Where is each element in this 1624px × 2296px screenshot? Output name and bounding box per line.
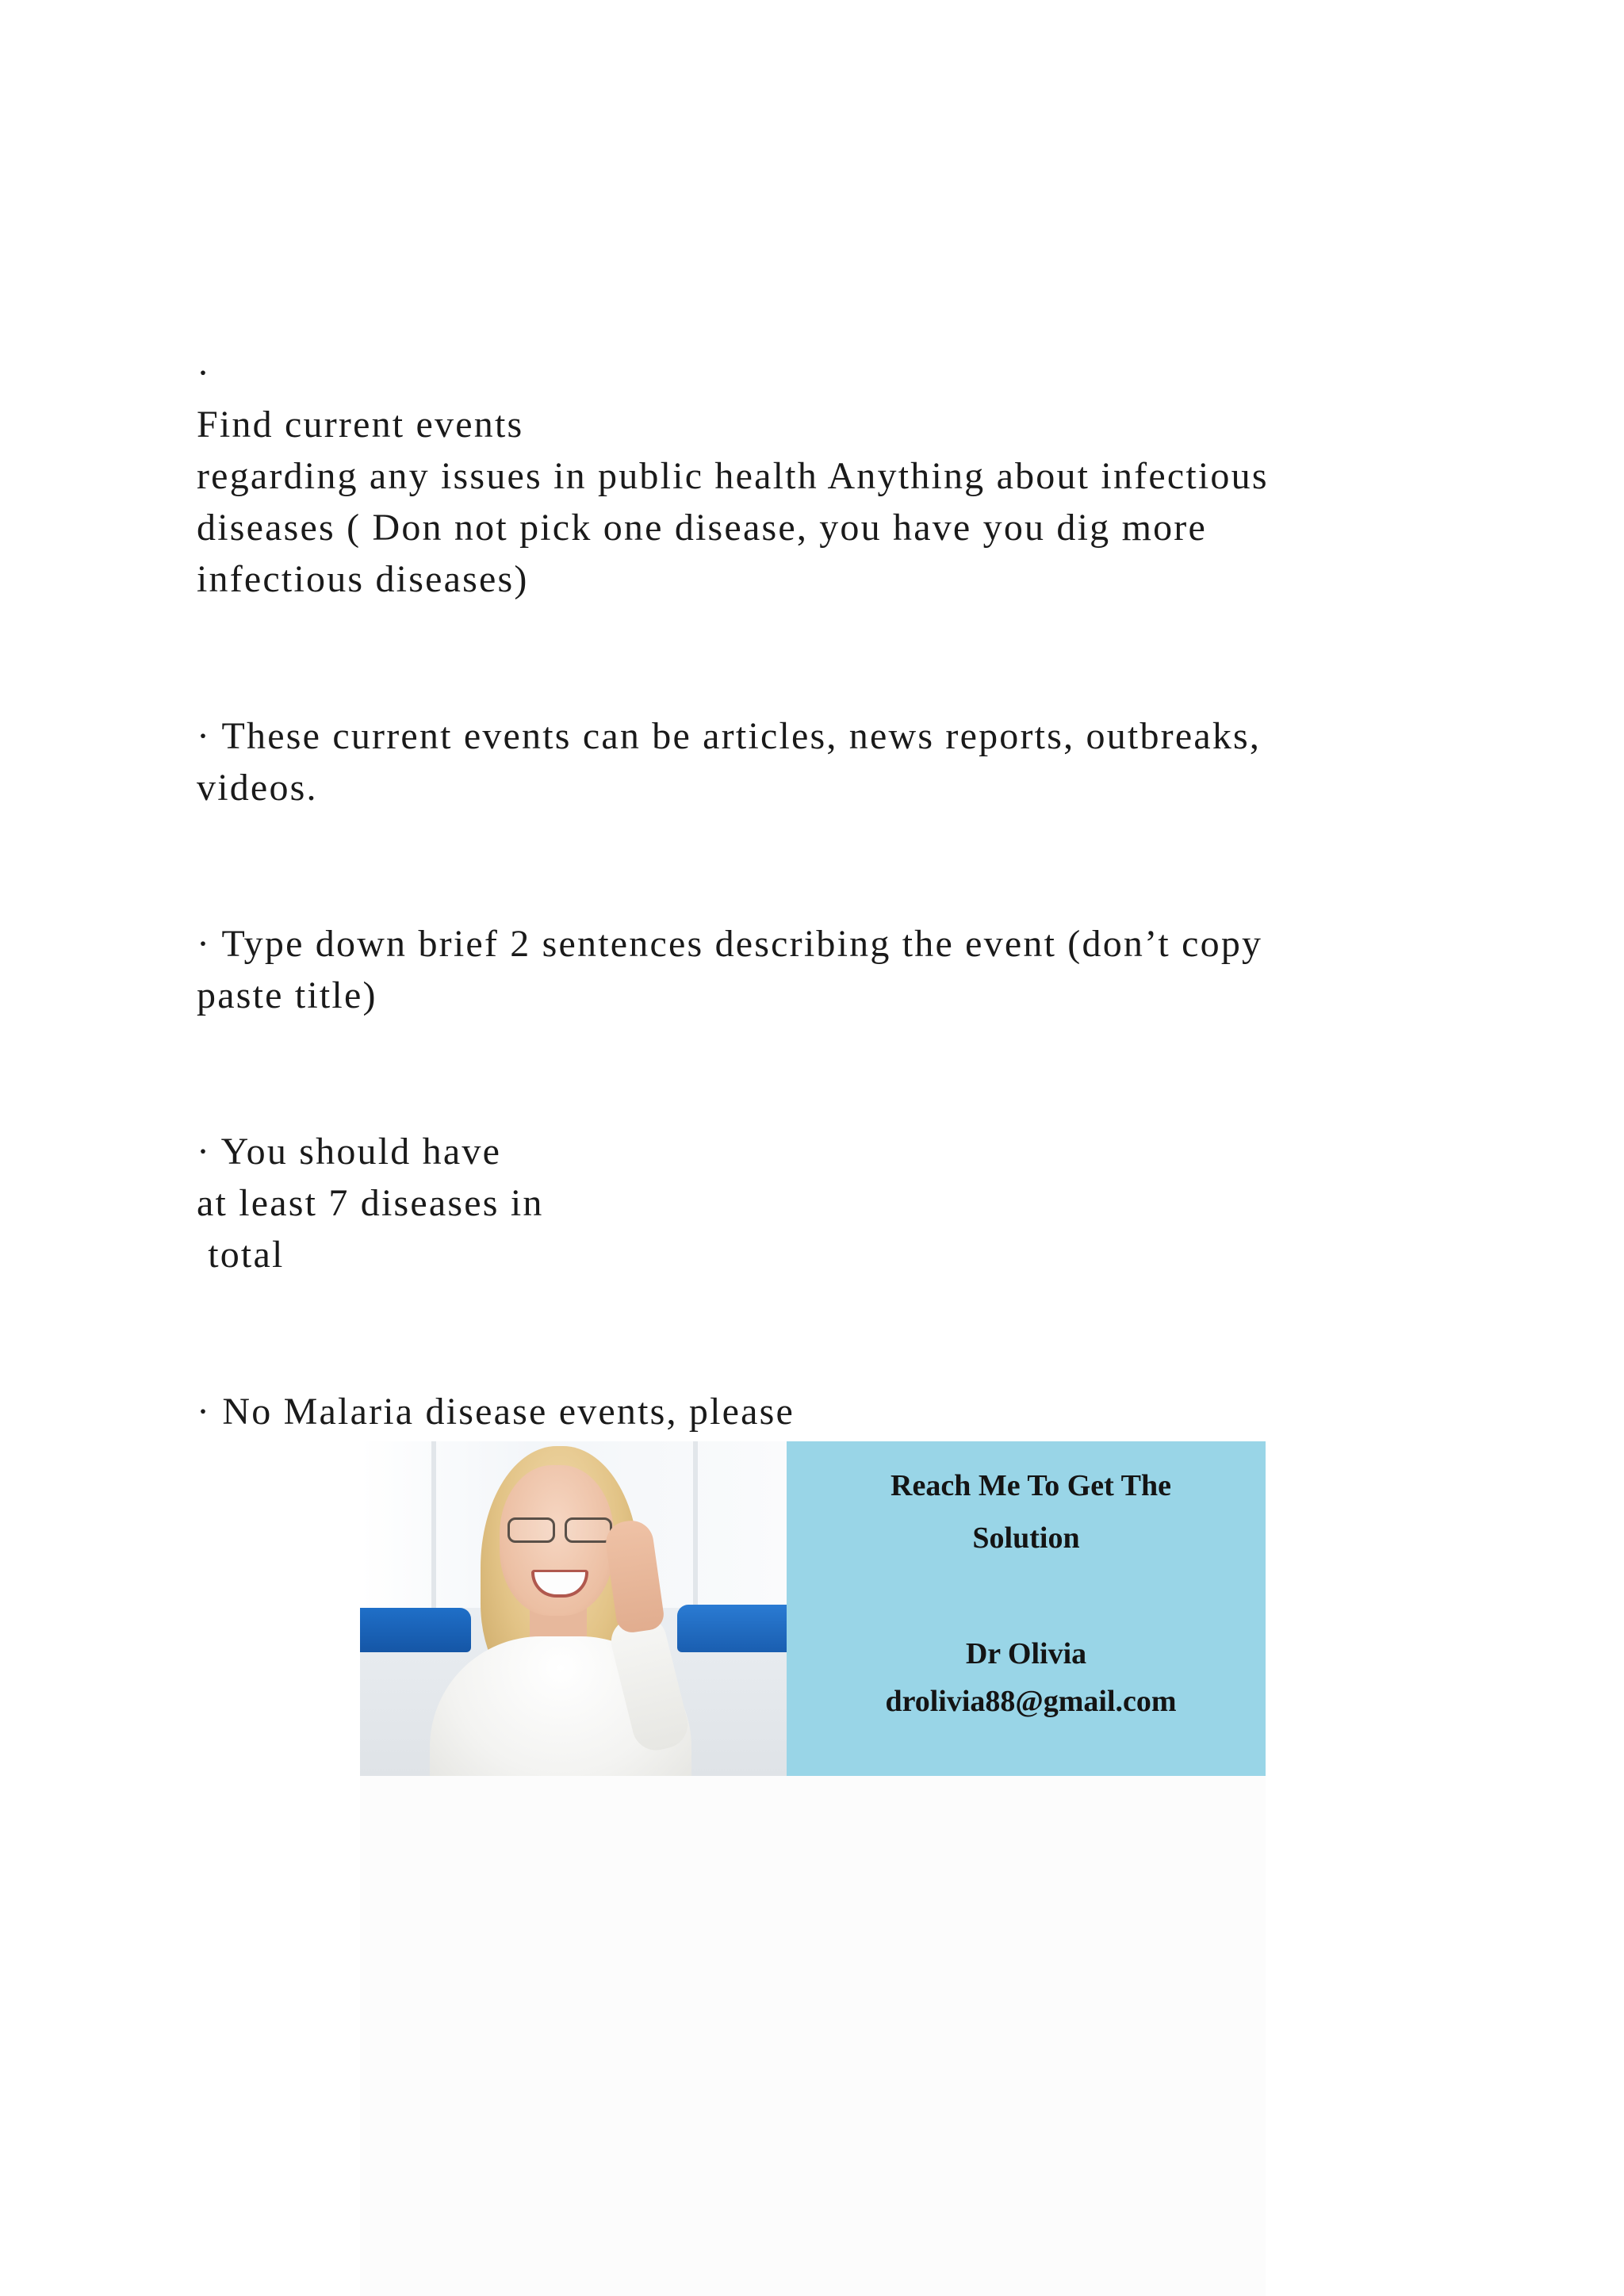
blue-chair <box>677 1605 787 1652</box>
image-background-panel <box>360 1776 1266 2296</box>
paragraph-find-current-events: Find current events regarding any issues in public health Anything about infectious diseases ( Don not pick one disease, you have you dig more infectious diseases) <box>197 404 1269 600</box>
blue-chair <box>360 1608 471 1652</box>
banner-headline-2: Solution <box>972 1521 1080 1555</box>
bullet-two-sentences: · Type down brief 2 sentences describing the event (don’t copy paste title) <box>197 923 1263 1016</box>
window-frame <box>693 1441 698 1608</box>
banner-headline: Reach Me To Get The <box>891 1469 1171 1502</box>
bullet-marker: · <box>197 352 212 394</box>
banner-text-panel <box>787 1441 1266 1776</box>
glasses-icon <box>503 1517 614 1541</box>
woman-with-glasses-photo <box>360 1441 787 1776</box>
contact-name: Dr Olivia <box>965 1637 1087 1670</box>
contact-email: drolivia88@gmail.com <box>885 1685 1177 1718</box>
contact-banner <box>360 1441 1266 1776</box>
bullet-seven-diseases: · You should have at least 7 diseases in total <box>197 1131 544 1276</box>
bullet-no-malaria: · No Malaria disease events, please <box>197 1391 795 1433</box>
bullet-articles-news: · These current events can be articles, news reports, outbreaks, videos. <box>197 715 1262 809</box>
window-frame <box>431 1441 436 1608</box>
